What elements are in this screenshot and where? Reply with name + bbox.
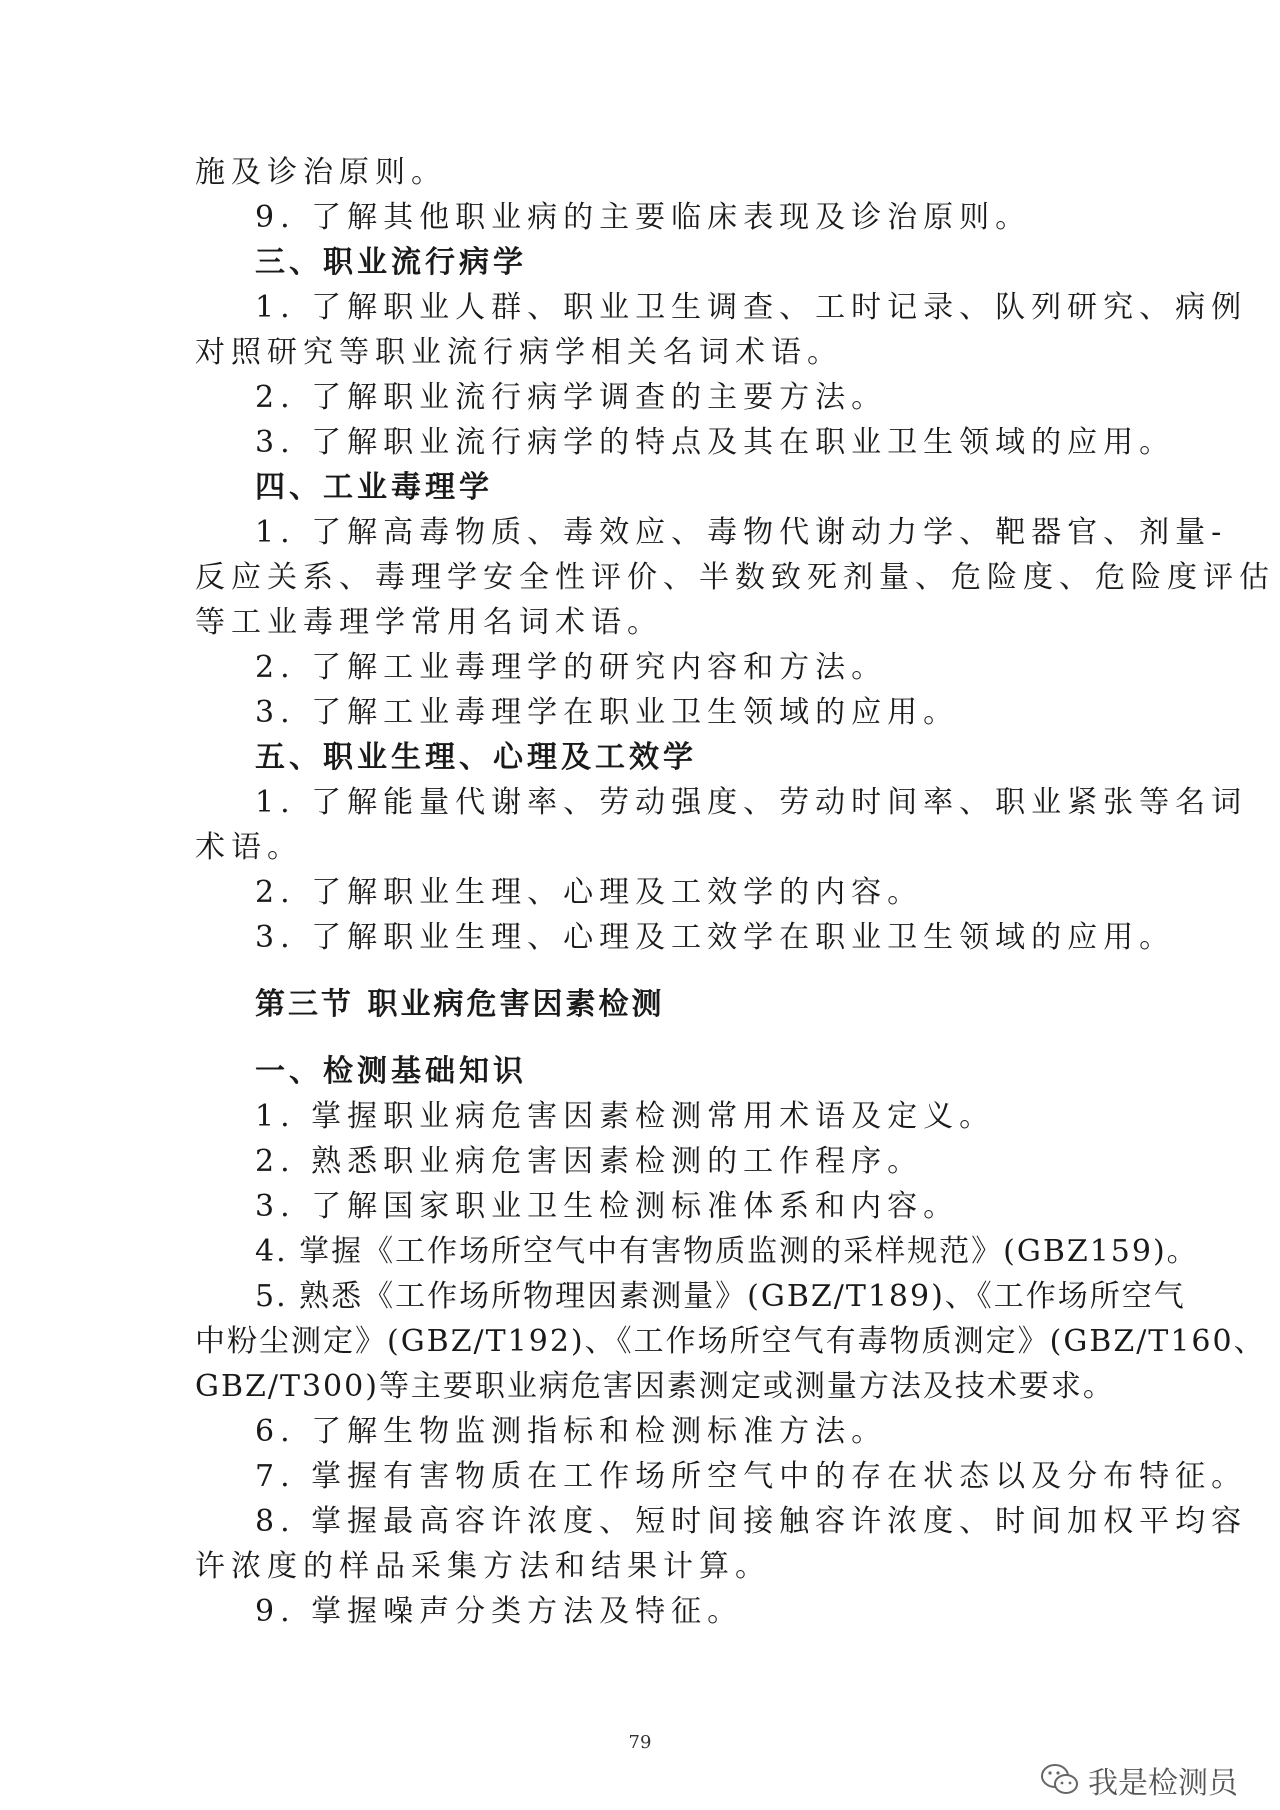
list-item: 1. 了解高毒物质、毒效应、毒物代谢动力学、靶器官、剂量- [255, 515, 1228, 550]
list-item: 7. 掌握有害物质在工作场所空气中的存在状态以及分布特征。 [255, 1459, 1248, 1494]
list-item: 1. 了解能量代谢率、劳动强度、劳动时间率、职业紧张等名词 [255, 785, 1248, 820]
watermark [1040, 1758, 1238, 1802]
text-line: 对照研究等职业流行病学相关名词术语。 [195, 335, 843, 370]
document-body [195, 150, 1275, 1634]
list-item: 4. 掌握《工作场所空气中有害物质监测的采样规范》(GBZ159)。 [255, 1234, 1199, 1269]
text-line: 术语。 [195, 830, 303, 865]
list-item: 5. 熟悉《工作场所物理因素测量》(GBZ/T189)、《工作场所空气 [255, 1279, 1186, 1314]
list-item: 9. 掌握噪声分类方法及特征。 [255, 1594, 744, 1629]
list-item: 2. 熟悉职业病危害因素检测的工作程序。 [255, 1144, 924, 1179]
list-item: 3. 了解工业毒理学在职业卫生领域的应用。 [255, 695, 960, 730]
list-item: 2. 了解工业毒理学的研究内容和方法。 [255, 650, 888, 685]
text-line: 中粉尘测定》(GBZ/T192)、《工作场所空气有毒物质测定》(GBZ/T160、 [195, 1324, 1266, 1359]
list-item: 1. 掌握职业病危害因素检测常用术语及定义。 [255, 1099, 996, 1134]
list-item: 3. 了解职业流行病学的特点及其在职业卫生领域的应用。 [255, 425, 1176, 460]
text-line: 反应关系、毒理学安全性评价、半数致死剂量、危险度、危险度评估 [195, 560, 1275, 595]
list-item: 3. 了解国家职业卫生检测标准体系和内容。 [255, 1189, 960, 1224]
list-item: 8. 掌握最高容许浓度、短时间接触容许浓度、时间加权平均容 [255, 1504, 1248, 1539]
text-line: 等工业毒理学常用名词术语。 [195, 605, 663, 640]
text-line: 许浓度的样品采集方法和结果计算。 [195, 1549, 771, 1584]
wechat-icon [1040, 1763, 1080, 1797]
list-item: 9. 了解其他职业病的主要临床表现及诊治原则。 [255, 200, 1032, 235]
list-item: 2. 了解职业流行病学调查的主要方法。 [255, 380, 888, 415]
list-item: 6. 了解生物监测指标和检测标准方法。 [255, 1414, 888, 1449]
heading: 三、职业流行病学 [255, 245, 527, 280]
section-title: 第三节 职业病危害因素检测 [255, 987, 665, 1022]
heading: 五、职业生理、心理及工效学 [255, 740, 697, 775]
watermark-text: 我是检测员 [1088, 1766, 1238, 1801]
page-number: 79 [628, 1732, 652, 1753]
list-item: 2. 了解职业生理、心理及工效学的内容。 [255, 875, 924, 910]
text-line: 施及诊治原则。 [195, 155, 447, 190]
list-item: 1. 了解职业人群、职业卫生调查、工时记录、队列研究、病例 [255, 290, 1248, 325]
heading: 四、工业毒理学 [255, 470, 493, 505]
heading: 一、检测基础知识 [255, 1054, 527, 1089]
list-item: 3. 了解职业生理、心理及工效学在职业卫生领域的应用。 [255, 920, 1176, 955]
text-line: GBZ/T300)等主要职业病危害因素测定或测量方法及技术要求。 [195, 1369, 1115, 1404]
